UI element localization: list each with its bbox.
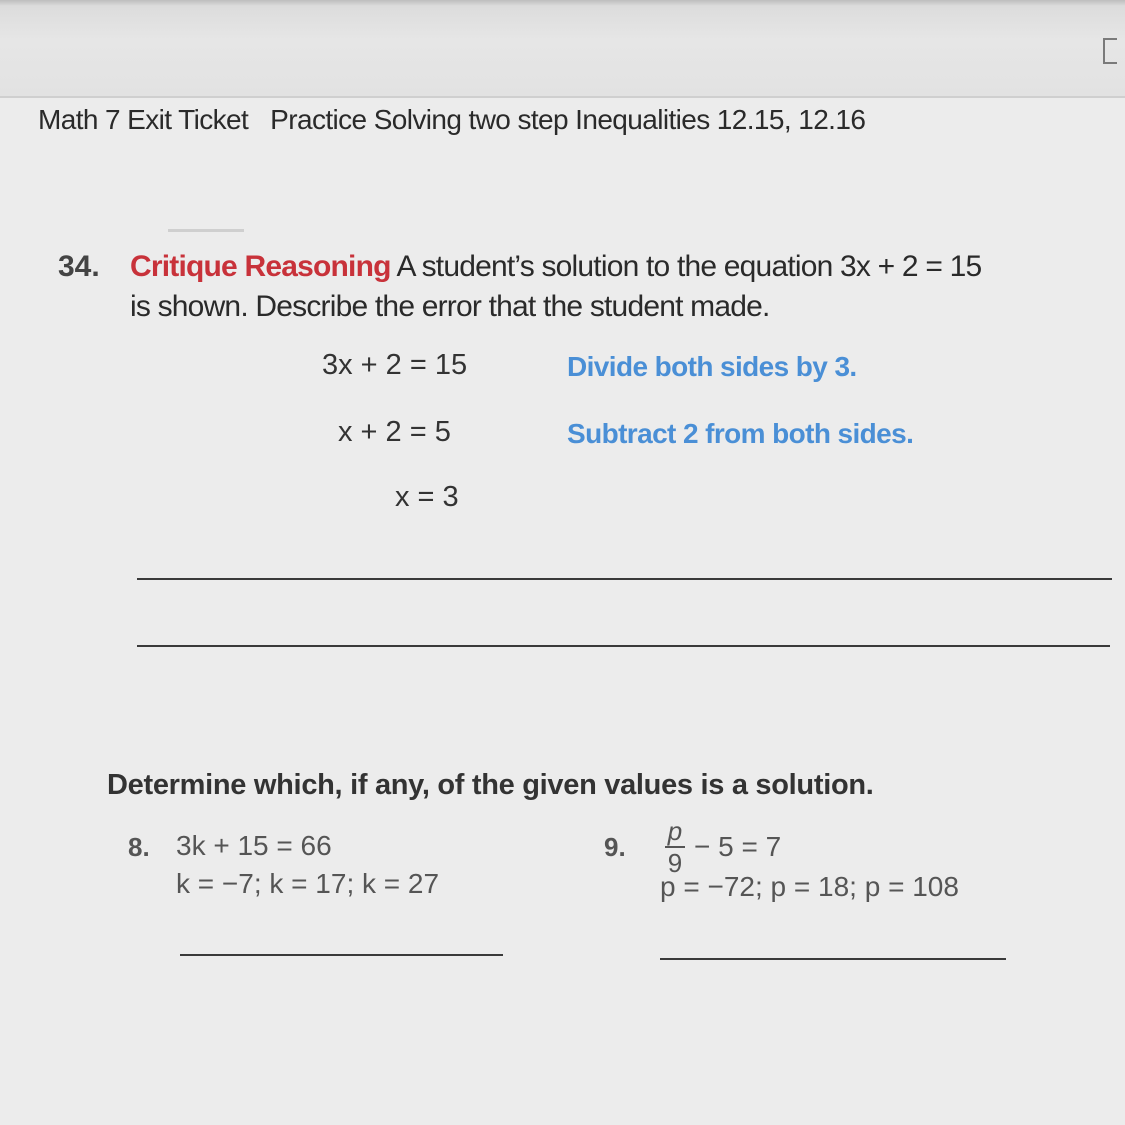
step-1-note: Divide both sides by 3. bbox=[567, 351, 857, 382]
divider-mark bbox=[168, 229, 244, 232]
fraction-numerator: p bbox=[667, 816, 683, 846]
problem-34-number: 34. bbox=[58, 250, 100, 283]
problem-9-fraction bbox=[660, 818, 690, 876]
problem-9-values: p = −72; p = 18; p = 108 bbox=[660, 871, 959, 902]
answer-line-2[interactable] bbox=[137, 645, 1110, 647]
window-corner-icon bbox=[1103, 38, 1117, 64]
problem-8-answer-line[interactable] bbox=[180, 954, 503, 956]
problem-34-label: Critique Reasoning bbox=[130, 250, 391, 283]
problem-34-prompt-line-1 bbox=[130, 250, 981, 284]
answer-line-1[interactable] bbox=[137, 578, 1112, 580]
problem-8-number: 8. bbox=[128, 832, 150, 862]
instructions: Determine which, if any, of the given values is a solution. bbox=[107, 769, 874, 801]
course-name: Math 7 Exit Ticket bbox=[38, 104, 249, 135]
problem-34-prompt-text: A student’s solution to the equation 3x + 2 = 15 bbox=[390, 250, 982, 283]
fraction-denominator: 9 bbox=[667, 848, 683, 878]
problem-9-number: 9. bbox=[604, 832, 626, 862]
worksheet-title: Practice Solving two step Inequalities 12.15, 12.16 bbox=[270, 104, 866, 135]
step-2-note: Subtract 2 from both sides. bbox=[567, 418, 914, 449]
problem-8-values: k = −7; k = 17; k = 27 bbox=[176, 868, 440, 899]
problem-8-equation: 3k + 15 = 66 bbox=[176, 830, 332, 861]
worksheet-header bbox=[38, 104, 865, 136]
step-2-equation: x + 2 = 5 bbox=[338, 416, 451, 448]
problem-9-answer-line[interactable] bbox=[660, 958, 1006, 960]
problem-9-equation-rest: − 5 = 7 bbox=[694, 831, 782, 862]
problem-34-prompt-line-2: is shown. Describe the error that the student made. bbox=[130, 290, 770, 323]
step-1-equation: 3x + 2 = 15 bbox=[322, 349, 468, 381]
step-3-equation: x = 3 bbox=[395, 481, 459, 513]
monitor-bezel bbox=[0, 0, 1125, 98]
